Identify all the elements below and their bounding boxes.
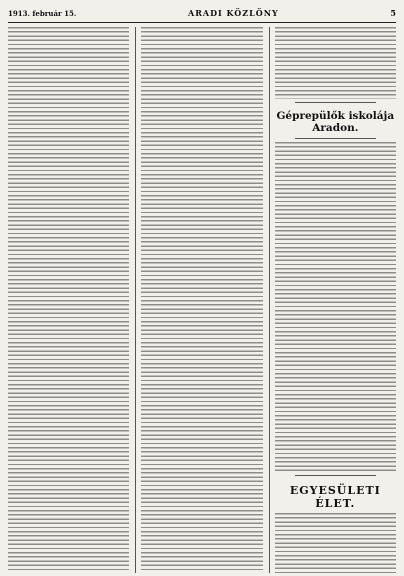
issue-date: 1913. február 15. bbox=[8, 8, 77, 18]
body-text-block bbox=[275, 27, 396, 99]
article-divider bbox=[295, 102, 376, 103]
body-text-block bbox=[275, 513, 396, 573]
section-title-associations: EGYESÜLETI ÉLET. bbox=[289, 484, 381, 510]
column-1 bbox=[8, 27, 129, 573]
body-text-block bbox=[141, 27, 262, 573]
masthead: ARADI KÖZLÖNY bbox=[188, 8, 279, 18]
article-headline-flight-school: Géprepülők iskolája Aradon. bbox=[276, 110, 395, 134]
column-2 bbox=[135, 27, 262, 573]
page-header bbox=[8, 6, 396, 23]
article-divider bbox=[295, 138, 376, 139]
page-number: 5 bbox=[390, 8, 396, 18]
article-divider bbox=[295, 475, 376, 476]
body-text-block bbox=[8, 27, 129, 573]
column-3 bbox=[269, 27, 396, 573]
body-text-block bbox=[275, 142, 396, 472]
text-columns bbox=[8, 27, 396, 573]
